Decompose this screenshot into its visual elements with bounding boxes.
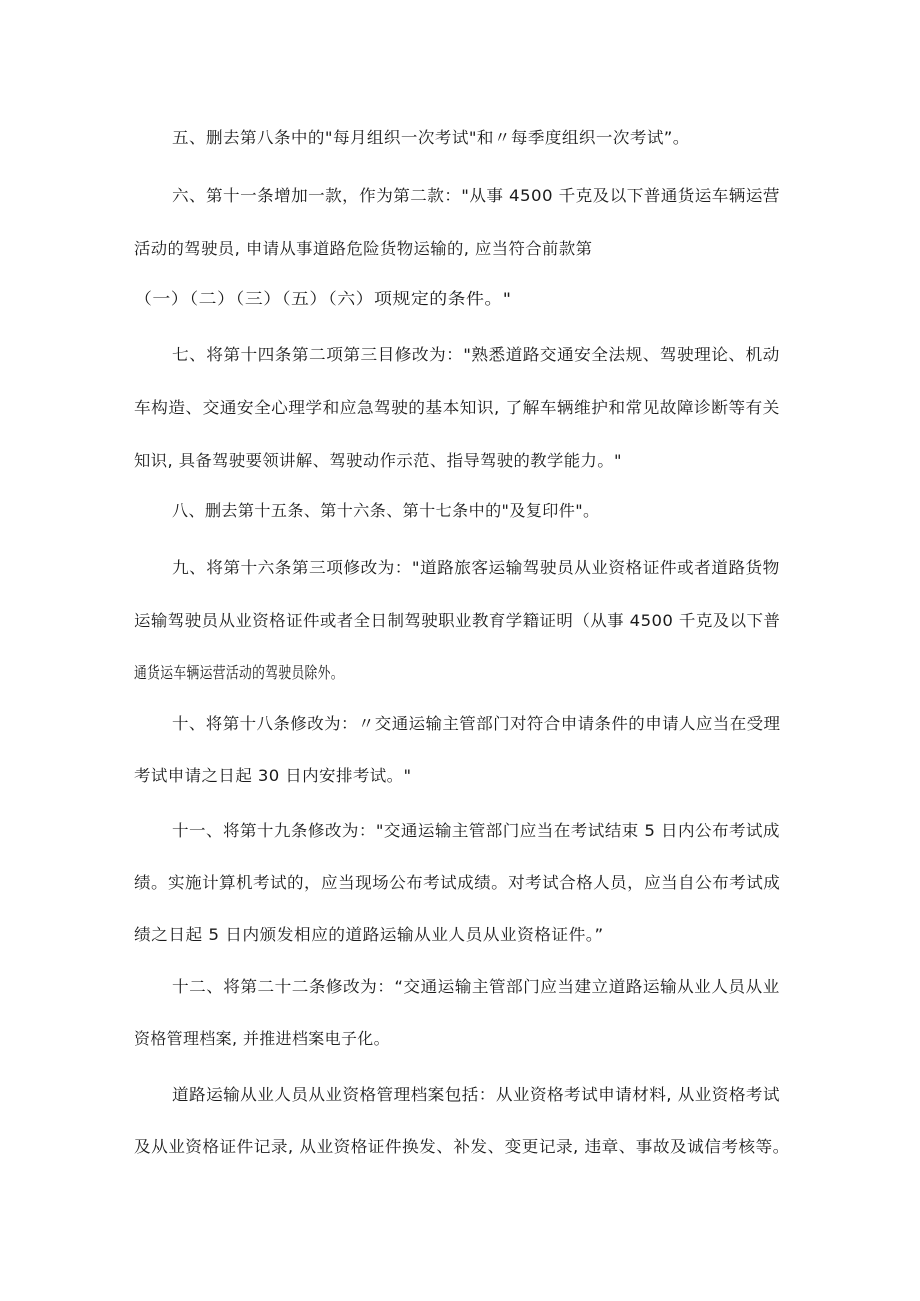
text-line: 八、删去第十五条、第十六条、第十七条中的"及复印件"。 [172,501,600,520]
text-line: 十二、将第二十二条修改为：“交通运输主管部门应当建立道路运输从业人员从业 [172,977,780,996]
text-line: 知识, 具备驾驶要领讲解、驾驶动作示范、指导驾驶的教学能力。" [134,451,622,470]
text-line: 六、第十一条增加一款，作为第二款："从事 4500 千克及以下普通货运车辆运营 [172,186,780,205]
text-line: 运输驾驶员从业资格证件或者全日制驾驶职业教育学籍证明（从事 4500 千克及以下普 [134,611,781,630]
text-line: 七、将第十四条第二项第三目修改为："熟悉道路交通安全法规、驾驶理论、机动 [172,345,780,364]
text-line: 绩。实施计算机考试的，应当现场公布考试成绩。对考试合格人员，应当自公布考试成 [134,873,781,892]
text-line: 绩之日起 5 日内颁发相应的道路运输从业人员从业资格证件。” [134,925,604,944]
text-line: 考试申请之日起 30 日内安排考试。" [134,766,412,785]
text-line: 车构造、交通安全心理学和应急驾驶的基本知识, 了解车辆维护和常见故障诊断等有关 [134,398,780,417]
text-line: （一）（二）（三）（五）（六）项规定的条件。" [134,289,512,308]
text-line: 九、将第十六条第三项修改为："道路旅客运输驾驶员从业资格证件或者道路货物 [172,558,780,577]
text-line: 十一、将第十九条修改为："交通运输主管部门应当在考试结束 5 日内公布考试成 [172,821,780,840]
text-line: 活动的驾驶员, 申请从事道路危险货物运输的, 应当符合前款第 [134,239,593,258]
text-line: 通货运车辆运营活动的驾驶员除外。 [134,663,344,682]
text-line: 五、删去第八条中的"每月组织一次考试"和〃每季度组织一次考试”。 [172,128,690,147]
text-line: 及从业资格证件记录, 从业资格证件换发、补发、变更记录, 违章、事故及诚信考核等。 [134,1137,790,1156]
text-line: 十、将第十八条修改为：〃交通运输主管部门对符合申请条件的申请人应当在受理 [172,714,781,733]
text-line: 道路运输从业人员从业资格管理档案包括：从业资格考试申请材料, 从业资格考试 [172,1085,780,1104]
text-line: 资格管理档案, 并推进档案电子化。 [134,1029,390,1048]
